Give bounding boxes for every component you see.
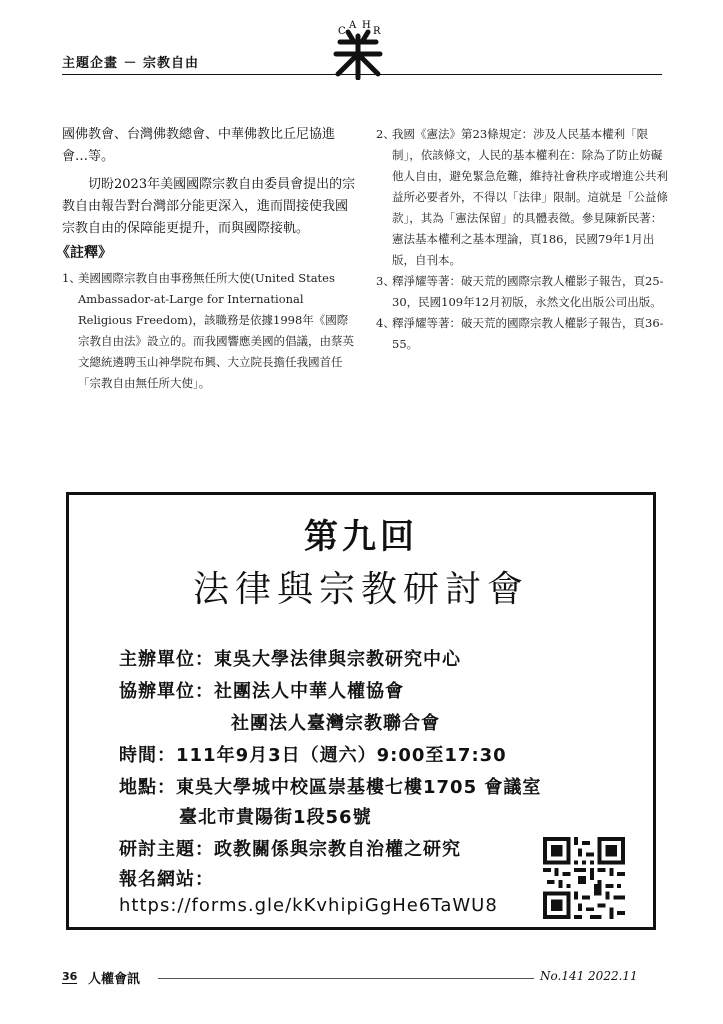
- poster-address: 臺北市貴陽街1段56號: [179, 807, 372, 828]
- footnote-text: 我國《憲法》第23條規定：涉及人民基本權利「限制」，依該條文，人民的基本權利在：除為了防止妨礙他人自由，避免緊急危難，維持社會秩序或增進公共利益所必要者外，不得以「法律」限制。這就是「公益條款」，其為「憲法保留」的具體表徵。參見陳新民著：憲法基本權利之基本理論，頁186，民國79年1月出版，自刊本。: [392, 127, 668, 267]
- issue-number: No.141 2022.11: [540, 969, 638, 983]
- paragraph: 切盼2023年美國國際宗教自由委員會提出的宗教自由報告對台灣部分能更深入，進而間接使我國宗教自由的保障能更提升，而與國際接軌。: [62, 177, 356, 236]
- poster-edition: 第九回: [304, 517, 418, 557]
- footnote-number: 3、: [376, 274, 395, 288]
- poster-co-organizer-2: 社團法人臺灣宗教聯合會: [231, 713, 440, 734]
- logo-letter-r: R: [373, 26, 381, 37]
- poster-time: 時間：111年9月3日（週六）9:00至17:30: [119, 745, 507, 766]
- poster-signup-label: 報名網站：: [119, 869, 214, 890]
- footnote-1: [62, 268, 356, 394]
- poster-co-organizer: 協辦單位：社團法人中華人權協會: [119, 681, 404, 702]
- poster-organizer: 主辦單位：東吳大學法律與宗教研究中心: [119, 649, 461, 670]
- footnote-4: [376, 313, 668, 355]
- logo-letter-c: C: [338, 26, 346, 37]
- publication-name: 人權會訊: [88, 972, 141, 987]
- footnote-text: 釋淨耀等著：破天荒的國際宗教人權影子報告，頁25-30，民國109年12月初版，永然文化出版公司出版。: [392, 274, 664, 309]
- right-column: [376, 124, 668, 355]
- footnote-text: 釋淨耀等著：破天荒的國際宗教人權影子報告，頁36-55。: [392, 316, 664, 351]
- seminar-poster: [66, 492, 656, 930]
- footnote-2: [376, 124, 668, 271]
- cahr-logo: [318, 20, 398, 80]
- qr-code[interactable]: [543, 837, 625, 919]
- footer-rule: [158, 978, 534, 979]
- poster-signup-link[interactable]: https://forms.gle/kKvhipiGgHe6TaWU8: [119, 895, 498, 916]
- footnote-number: 1、: [62, 271, 81, 285]
- footnote-text: 美國國際宗教自由事務無任所大使(United States Ambassador-at-Large for International Religious Freedom)，該職務是依據1998年《國際宗教自由法》設立的。而我國響應美國的倡議，由蔡英文總統遴聘玉山神學院布興、大立院長擔任我國首任「宗教自由無任所大使」。: [78, 271, 354, 390]
- footnote-3: [376, 271, 668, 313]
- paragraph: 國佛教會、台灣佛教總會、中華佛教比丘尼協進會…等。: [62, 127, 336, 164]
- poster-theme: 研討主題：政教關係與宗教自治權之研究: [119, 839, 461, 860]
- footnote-number: 2、: [376, 127, 395, 141]
- logo-letter-a: A: [349, 20, 357, 31]
- poster-venue: 地點：東吳大學城中校區崇基樓七樓1705 會議室: [119, 777, 542, 798]
- page-number: 36: [62, 970, 78, 983]
- footnote-number: 4、: [376, 316, 395, 330]
- section-title: 主題企畫 － 宗教自由: [62, 56, 200, 71]
- logo-letter-h: H: [362, 20, 371, 31]
- notes-heading: 《註釋》: [56, 245, 112, 261]
- poster-title: 法律與宗教研討會: [192, 569, 529, 610]
- left-column: [56, 124, 356, 394]
